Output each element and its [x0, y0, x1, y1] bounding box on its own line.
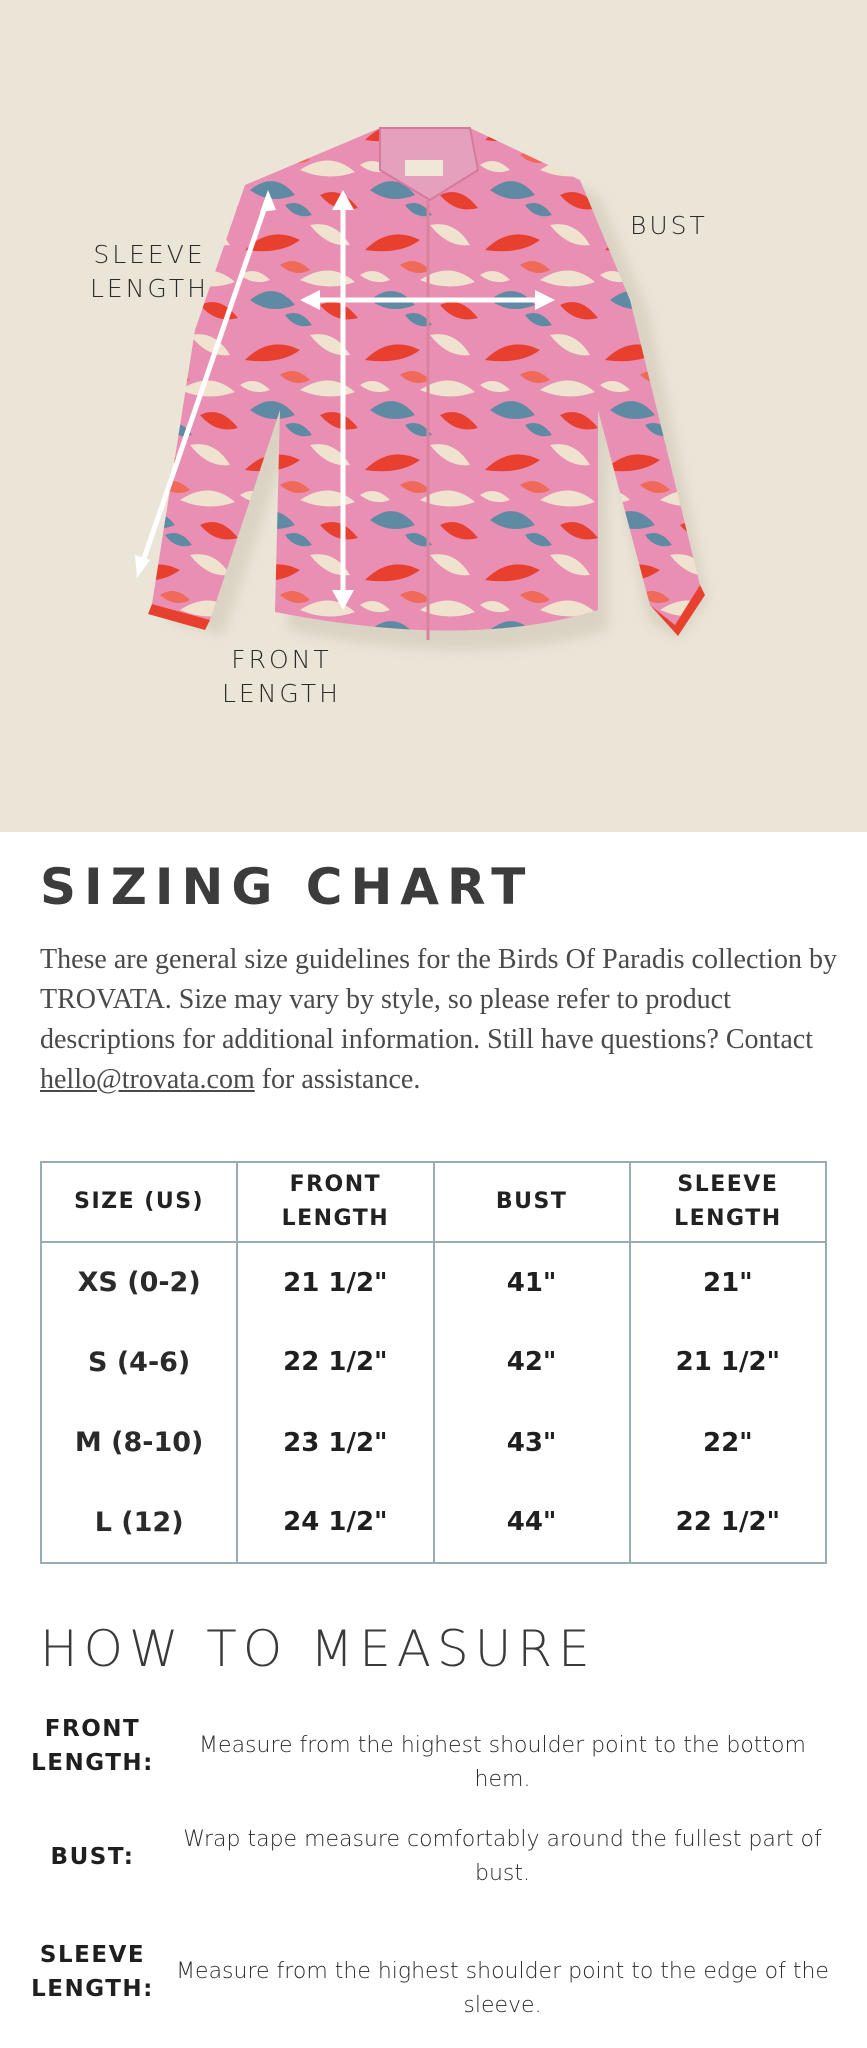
header-sleeve-length: SLEEVE LENGTH: [630, 1162, 826, 1242]
bust-cell: 43": [434, 1403, 630, 1483]
size-cell: S (4-6): [41, 1322, 237, 1402]
size-table: [40, 1161, 827, 1564]
measure-description: Measure from the highest shoulder point to the bottom hem.: [199, 1733, 806, 1792]
measure-description: Wrap tape measure comfortably around the fullest part of bust.: [183, 1827, 822, 1886]
intro-text: These are general size guidelines for the Birds Of Paradis collection by TROVATA. Size may vary by style, so please refer to product descriptions for additional information. Still have questions? Contact: [40, 944, 837, 1055]
email-link[interactable]: hello@trovata.com: [40, 1064, 255, 1095]
sleeve-length-cell: 22": [630, 1403, 826, 1483]
front-length-cell: 22 1/2": [237, 1322, 433, 1402]
shirt-diagram: [0, 0, 867, 832]
sleeve-length-cell: 22 1/2": [630, 1483, 826, 1563]
front-length-cell: 23 1/2": [237, 1403, 433, 1483]
front-length-cell: 21 1/2": [237, 1242, 433, 1322]
hero-image: [0, 0, 867, 832]
table-row: [41, 1483, 826, 1563]
intro-paragraph: [40, 940, 840, 1100]
bust-cell: 41": [434, 1242, 630, 1322]
measure-label: FRONT LENGTH:: [31, 1716, 154, 1776]
table-header-row: [41, 1162, 826, 1242]
size-cell: M (8-10): [41, 1403, 237, 1483]
shirt-tag: [405, 160, 443, 176]
size-cell: XS (0-2): [41, 1242, 237, 1322]
page-title: SIZING CHART: [40, 858, 534, 916]
bust-label: BUST: [630, 211, 708, 240]
size-cell: L (12): [41, 1483, 237, 1563]
bust-cell: 42": [434, 1322, 630, 1402]
front-length-label: FRONT LENGTH: [222, 645, 341, 708]
measure-description: Measure from the highest shoulder point to the edge of the sleeve.: [176, 1959, 829, 2018]
intro-suffix: for assistance.: [254, 1064, 421, 1095]
bust-cell: 44": [434, 1483, 630, 1563]
measure-label: BUST:: [50, 1844, 135, 1870]
sleeve-length-cell: 21": [630, 1242, 826, 1322]
header-size: SIZE (US): [41, 1162, 237, 1242]
header-bust: BUST: [434, 1162, 630, 1242]
table-row: [41, 1242, 826, 1322]
sleeve-length-cell: 21 1/2": [630, 1322, 826, 1402]
table-row: [41, 1322, 826, 1402]
measure-label: SLEEVE LENGTH:: [31, 1942, 154, 2002]
table-row: [41, 1403, 826, 1483]
front-length-cell: 24 1/2": [237, 1483, 433, 1563]
sleeve-length-label: SLEEVE LENGTH: [90, 240, 209, 303]
how-to-measure-title: HOW TO MEASURE: [40, 1620, 596, 1678]
header-front-length: FRONT LENGTH: [237, 1162, 433, 1242]
